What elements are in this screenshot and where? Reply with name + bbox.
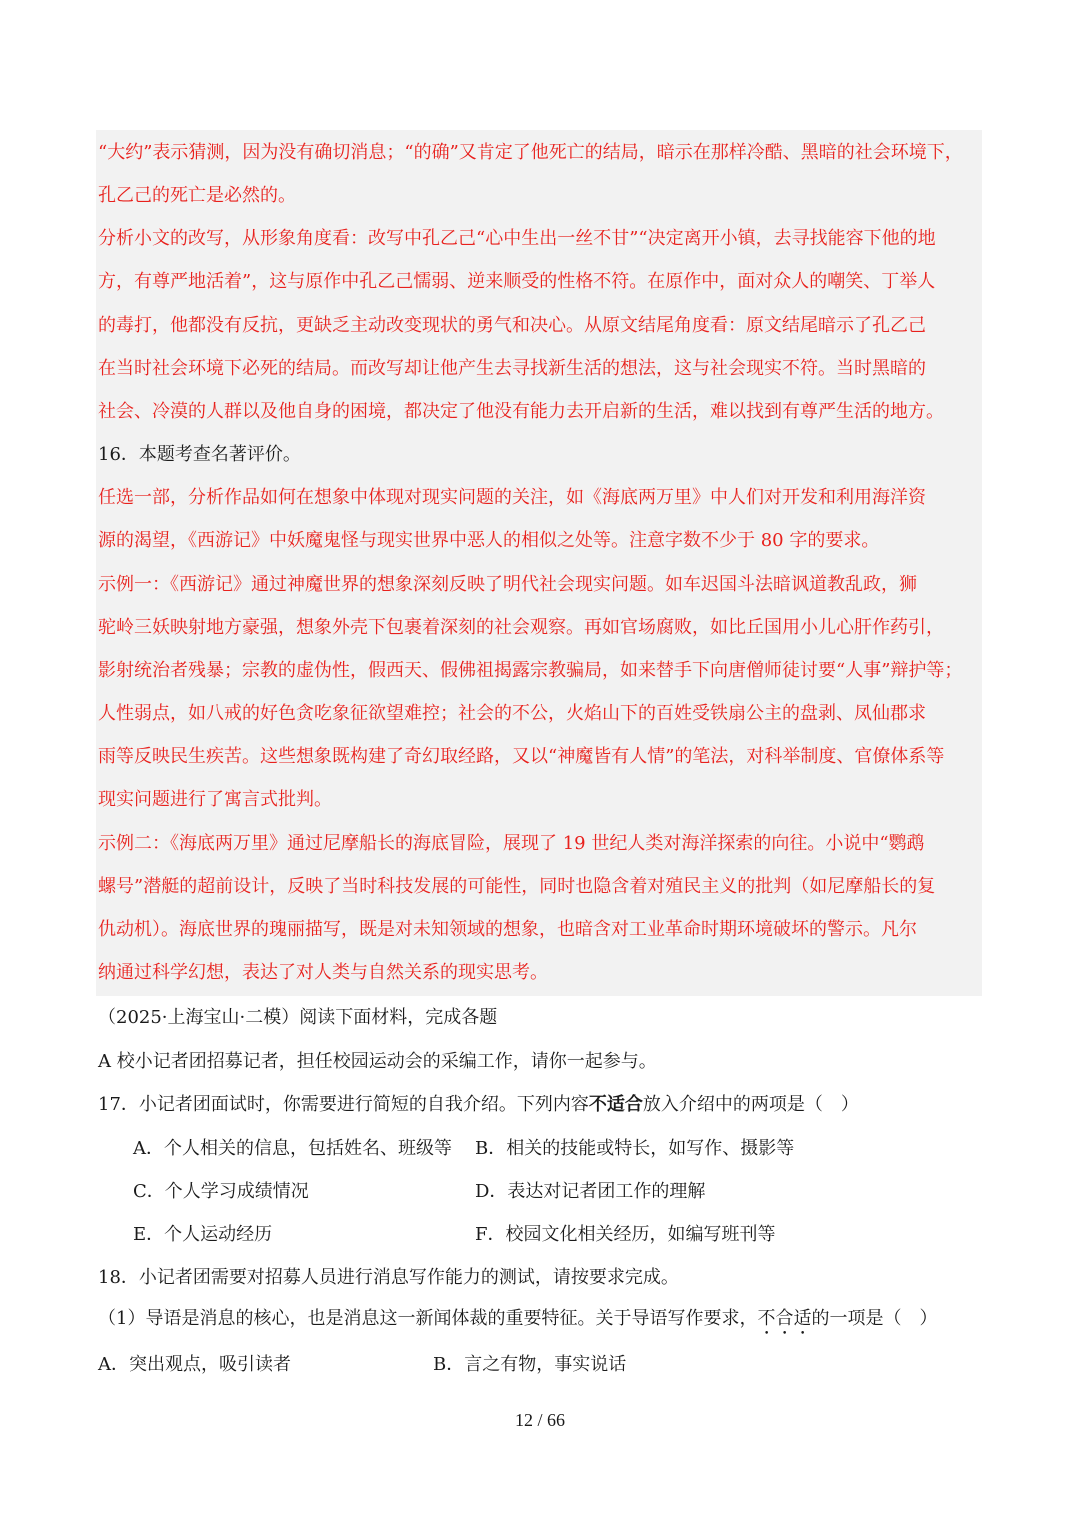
answer-line: 示例一：《西游记》通过神魔世界的想象深刻反映了明代社会现实问题。如车迟国斗法暗讽道教乱政，狮 (98, 574, 917, 595)
stem-text: 的一项是（ ） (811, 1308, 938, 1329)
material-context: A 校小记者团招募记者，担任校园运动会的采编工作，请你一起参与。 (98, 1051, 657, 1072)
answer-line: 螺号”潜艇的超前设计，反映了当时科技发展的可能性，同时也隐含着对殖民主义的批判（如尼摩船长的复 (98, 876, 936, 897)
answer-line: “大约”表示猜测，因为没有确切消息；“的确”又肯定了他死亡的结局，暗示在那样冷酷、黑暗的社会环境下， (98, 142, 963, 163)
stem-text: 放入介绍中的两项是（ ） (642, 1094, 859, 1115)
answer-line: 驼岭三妖映射地方豪强，想象外壳下包裹着深刻的社会观察。再如官场腐败，如比丘国用小儿心肝作药引， (98, 617, 944, 638)
answer-line: 人性弱点，如八戒的好色贪吃象征欲望难控；社会的不公，火焰山下的百姓受铁扇公主的盘剥、凤仙郡求 (98, 703, 926, 724)
answer-line: 影射统治者残暴；宗教的虚伪性，假西天、假佛祖揭露宗教骗局，如来替手下向唐僧师徒讨要“人事”辩护等； (98, 660, 963, 681)
answer-line: 的毒打，他都没有反抗，更缺乏主动改变现状的勇气和决心。从原文结尾角度看：原文结尾暗示了孔乙己 (98, 315, 926, 336)
material-intro: （2025·上海宝山·二模）阅读下面材料，完成各题 (98, 1007, 498, 1028)
answer-line: 分析小文的改写，从形象角度看：改写中孔乙己“心中生出一丝不甘”“决定离开小镇，去寻找能容下他的地 (98, 228, 936, 249)
answer-line: 纳通过科学幻想，表达了对人类与自然关系的现实思考。 (98, 962, 548, 983)
answer-line: 孔乙己的死亡是必然的。 (98, 185, 296, 206)
question-18-stem: 18．小记者团需要对招募人员进行消息写作能力的测试，请按要求完成。 (98, 1267, 679, 1288)
option-f[interactable]: F．校园文化相关经历，如编写班刊等 (475, 1224, 776, 1245)
answer-line: 仇动机）。海底世界的瑰丽描写，既是对未知领域的想象，也暗含对工业革命时期环境破坏的警示。凡尔 (98, 919, 917, 940)
question-16-header: 16．本题考查名著评价。 (98, 444, 301, 465)
option-a[interactable]: A．个人相关的信息，包括姓名、班级等 (133, 1138, 452, 1159)
answer-line: 在当时社会环境下必死的结局。而改写却让他产生去寻找新生活的想法，这与社会现实不符。当时黑暗的 (98, 358, 926, 379)
q18-option-a[interactable]: A．突出观点，吸引读者 (98, 1354, 291, 1375)
answer-line: 方，有尊严地活着”，这与原作中孔乙己懦弱、逆来顺受的性格不符。在原作中，面对众人的嘲笑、丁举人 (98, 271, 936, 292)
option-e[interactable]: E．个人运动经历 (133, 1224, 273, 1245)
q18-option-b[interactable]: B．言之有物，事实说话 (433, 1354, 627, 1375)
emphasis-dotted: 不合适 (757, 1308, 812, 1329)
question-17-stem (98, 1093, 859, 1117)
stem-text: （1）导语是消息的核心，也是消息这一新闻体裁的重要特征。关于导语写作要求， (98, 1308, 758, 1329)
question-18-sub1 (98, 1307, 937, 1339)
option-c[interactable]: C．个人学习成绩情况 (133, 1181, 309, 1202)
stem-text: 17．小记者团面试时，你需要进行简短的自我介绍。下列内容 (98, 1094, 589, 1115)
answer-line: 任选一部，分析作品如何在想象中体现对现实问题的关注，如《海底两万里》中人们对开发和利用海洋资 (98, 487, 926, 508)
answer-line: 社会、冷漠的人群以及他自身的困境，都决定了他没有能力去开启新的生活，难以找到有尊严生活的地方。 (98, 401, 944, 422)
answer-line: 现实问题进行了寓言式批判。 (98, 789, 332, 810)
answer-line: 雨等反映民生疾苦。这些想象既构建了奇幻取经路，又以“神魔皆有人情”的笔法，对科举制度、官僚体系等 (98, 746, 945, 767)
option-b[interactable]: B．相关的技能或特长，如写作、摄影等 (475, 1138, 795, 1159)
option-d[interactable]: D．表达对记者团工作的理解 (475, 1181, 706, 1202)
answer-line: 示例二：《海底两万里》通过尼摩船长的海底冒险，展现了 19 世纪人类对海洋探索的向往。小说中“鹦鹉 (98, 833, 925, 854)
answer-block (96, 130, 982, 996)
stem-emphasis: 不适合 (588, 1094, 643, 1115)
answer-line: 源的渴望，《西游记》中妖魔鬼怪与现实世界中恶人的相似之处等。注意字数不少于 80 字的要求。 (98, 530, 880, 551)
page-number: 12 / 66 (514, 1410, 565, 1430)
